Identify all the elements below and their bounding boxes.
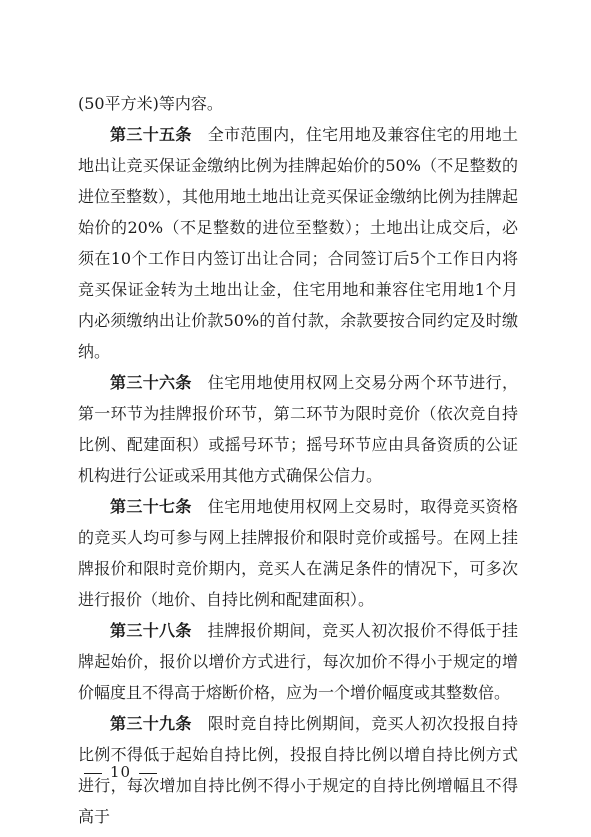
article-heading: 第三十九条 bbox=[110, 714, 192, 733]
article-text: 全市范围内，住宅用地及兼容住宅的用地土地出让竞买保证金缴纳比例为挂牌起始价的50%（不足整数的进位至整数），其他用地土地出让竞买保证金缴纳比例为挂牌起始价的20%（不足整数的进位至整数）；土地出让成交后，必须在10个工作日内签订出让合同；合同签订后5个工作日内将竞买保证金转为土地出让金，住宅用地和兼容住宅用地1个月内必须缴纳出让价款50%的首付款，余款要按合同约定及时缴纳。 bbox=[78, 125, 519, 361]
footer-dash-left bbox=[84, 773, 102, 774]
article-heading: 第三十八条 bbox=[110, 621, 192, 640]
article-35 bbox=[78, 119, 518, 367]
page-number: 10 bbox=[110, 763, 132, 781]
intro-paragraph: (50平方米)等内容。 bbox=[78, 94, 223, 113]
article-37 bbox=[78, 491, 518, 615]
article-heading: 第三十六条 bbox=[110, 373, 192, 392]
footer-dash-right bbox=[139, 773, 157, 774]
article-36 bbox=[78, 367, 518, 491]
document-body bbox=[78, 88, 518, 832]
article-38 bbox=[78, 615, 518, 708]
article-text: 住宅用地使用权网上交易分两个环节进行，第一环节为挂牌报价环节，第二环节为限时竞价（依次竞自持比例、配建面积）或摇号环节；摇号环节应由具备资质的公证机构进行公证或采用其他方式确保公信力。 bbox=[78, 373, 518, 485]
article-heading: 第三十七条 bbox=[110, 497, 192, 516]
article-text: 限时竞自持比例期间，竞买人初次投报自持比例不得低于起始自持比例，投报自持比例以增自持比例方式进行，每次增加自持比例不得小于规定的自持比例增幅且不得高于 bbox=[78, 714, 518, 826]
page-footer bbox=[84, 763, 157, 781]
article-text: 挂牌报价期间，竞买人初次报价不得低于挂牌起始价，报价以增价方式进行，每次加价不得小于规定的增价幅度且不得高于熔断价格，应为一个增价幅度或其整数倍。 bbox=[78, 621, 518, 702]
article-heading: 第三十五条 bbox=[110, 125, 192, 144]
article-text: 住宅用地使用权网上交易时，取得竞买资格的竞买人均可参与网上挂牌报价和限时竞价或摇号。在网上挂牌报价和限时竞价期内，竞买人在满足条件的情况下，可多次进行报价（地价、自持比例和配建面积）。 bbox=[78, 497, 518, 609]
